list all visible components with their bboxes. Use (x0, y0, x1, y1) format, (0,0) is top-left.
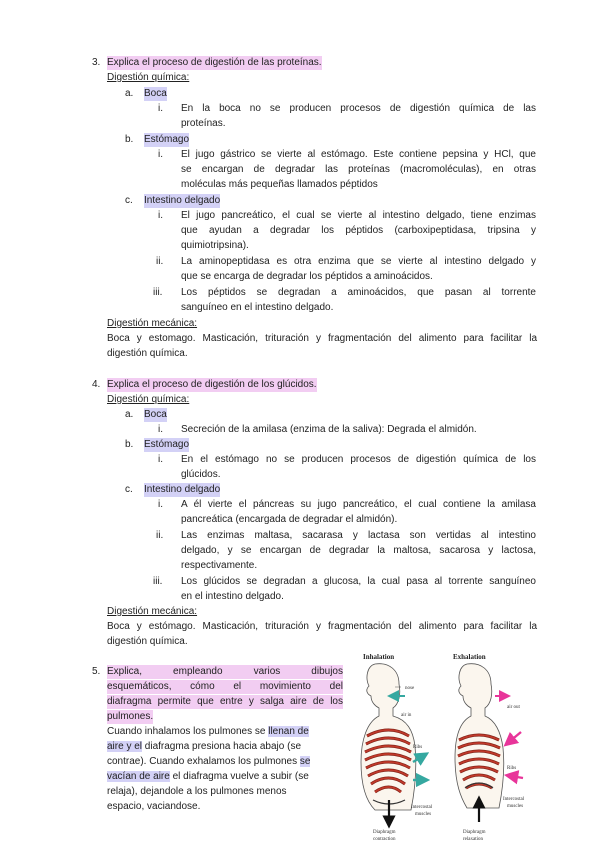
list-item-line: quimiotripsina). (181, 240, 249, 251)
list-item-line: Los péptidos se degradan a aminoácidos, que pasan al torrente (181, 287, 536, 298)
rib-contract-arrow (509, 732, 521, 742)
diaphragm-label: contraction (373, 837, 396, 842)
list-item-line: que se encarga de degradar los péptidos a aminoácidos. (181, 271, 433, 282)
list-marker: i. (158, 210, 163, 221)
list-item-line: En la boca no se producen procesos de digestión química de las (181, 103, 536, 114)
ribs-label: Ribs (413, 745, 423, 750)
mechanical-digestion-heading: Digestión mecánica: (107, 318, 198, 329)
list-marker: i. (158, 454, 163, 465)
question-line: pulmones. (107, 711, 154, 722)
intercostal-label: muscles (415, 812, 432, 817)
diaphragm-label: relaxation (463, 837, 483, 842)
list-item-line: se encargan de degradar las proteínas (macromoléculas), en otras (181, 164, 536, 175)
intercostal-label: Intercostal (503, 797, 525, 802)
organ-label-estomago: Estómago (144, 439, 190, 450)
list-marker: a. (125, 409, 134, 420)
list-marker: b. (125, 439, 134, 450)
answer-line (107, 770, 309, 784)
air-in-label: air in (401, 713, 412, 718)
question-number: 4. (92, 379, 101, 390)
list-item-line: respectivamente. (181, 560, 258, 571)
list-item-line: sanguíneo en el intestino delgado. (181, 302, 334, 313)
list-item-line: Las enzimas maltasa, sacarasa y lactasa son vertidas al intestino (181, 530, 536, 541)
list-marker: iii. (153, 576, 163, 587)
organ-label-intestino: Intestino delgado (144, 195, 221, 206)
question-line: Explica, empleando varios dibujos (107, 666, 343, 677)
list-marker: iii. (153, 287, 163, 298)
answer-text: espacio, vaciandose. (107, 801, 201, 812)
answer-line (107, 755, 310, 769)
question-line: esquemáticos, cómo el movimiento del (107, 681, 343, 692)
answer-text: contrae). Cuando exhalamos los pulmones (107, 756, 300, 767)
breathing-diagram (345, 650, 545, 845)
answer-text: el diafragma vuelve a subir (se (169, 771, 309, 782)
list-item-line: que ayudan a degradar los péptidos (carboxipeptidasa, tripsina y (181, 225, 536, 236)
list-marker: ii. (156, 530, 164, 541)
answer-line (107, 725, 309, 739)
chemical-digestion-heading: Digestión química: (107, 72, 190, 83)
list-item-line: pancreática (encargada de degradar el almidón). (181, 514, 398, 525)
intercostal-label: muscles (507, 804, 524, 809)
list-item-line: delgado, y se encargan de degradar la maltosa, sacarosa y lactosa, (181, 545, 536, 556)
intercostal-label: Intercostal (411, 805, 433, 810)
rib-contract-arrow (511, 776, 523, 778)
list-item-line: El jugo pancreático, el cual se vierte al intestino delgado, tiene enzimas (181, 210, 536, 221)
answer-text: relaja), dejandole a los pulmones menos (107, 786, 287, 797)
organ-label-intestino: Intestino delgado (144, 484, 221, 495)
list-marker: i. (158, 499, 163, 510)
mechanical-text-line: Boca y estomago. Masticación, trituración y fragmentación del alimento para facilitar la (107, 333, 537, 344)
answer-highlight: aire y el (107, 741, 143, 752)
list-marker: a. (125, 88, 134, 99)
exhalation-figure (455, 664, 525, 842)
list-marker: b. (125, 134, 134, 145)
answer-text: diafragma presiona hacia abajo (se (142, 741, 301, 752)
question-number: 5. (92, 666, 101, 677)
nose-label: nose (405, 686, 415, 691)
mechanical-text-line: digestión química. (107, 636, 188, 647)
list-marker: i. (158, 424, 163, 435)
list-item-line: glúcidos. (181, 469, 221, 480)
list-item-line: Secreción de la amilasa (enzima de la saliva): Degrada el almidón. (181, 424, 477, 435)
list-item-line: En el estómago no se producen procesos de digestión química de los (181, 454, 536, 465)
question-title: Explica el proceso de digestión de los glúcidos. (107, 379, 317, 390)
inhalation-figure (361, 664, 433, 842)
list-marker: i. (158, 149, 163, 160)
ribs-label: Ribs (507, 766, 517, 771)
list-item-line: proteínas. (181, 118, 226, 129)
inhalation-title: Inhalation (363, 653, 395, 661)
answer-highlight: llenan de (268, 726, 309, 737)
organ-label-boca: Boca (144, 88, 167, 99)
list-item-line: en el intestino delgado. (181, 591, 284, 602)
organ-label-estomago: Estómago (144, 134, 190, 145)
question-line: diafragma permite que entre y salga aire de los (107, 696, 343, 707)
answer-highlight: vacían de aire (107, 771, 170, 782)
exhalation-title: Exhalation (453, 653, 486, 661)
diaphragm-label: Diaphragm (463, 830, 486, 835)
diaphragm-label: Diaphragm (373, 830, 396, 835)
list-marker: i. (158, 103, 163, 114)
answer-line (107, 785, 287, 799)
answer-line (107, 800, 200, 814)
list-item-line: A él vierte el páncreas su jugo pancreático, el cual contiene la amilasa (181, 499, 536, 510)
list-item-line: La aminopeptidasa es otra enzima que se vierte al intestino delgado y (181, 256, 536, 267)
organ-label-boca: Boca (144, 409, 167, 420)
mechanical-text-line: Boca y estómago. Masticación, trituración y fragmentación del alimento para facilitar la (107, 621, 537, 632)
answer-highlight: se (299, 756, 311, 767)
list-item-line: Los glúcidos se degradan a glucosa, la cual pasa al torrente sanguíneo (181, 576, 536, 587)
list-marker: c. (125, 484, 133, 495)
list-item-line: moléculas más pequeñas llamados péptidos (181, 179, 378, 190)
question-number: 3. (92, 57, 101, 68)
list-marker: ii. (156, 256, 164, 267)
mechanical-digestion-heading: Digestión mecánica: (107, 606, 198, 617)
answer-line (107, 740, 301, 754)
question-title: Explica el proceso de digestión de las proteínas. (107, 57, 322, 68)
air-out-label: air out (507, 705, 520, 710)
mechanical-text-line: digestión química. (107, 348, 188, 359)
chemical-digestion-heading: Digestión química: (107, 394, 190, 405)
list-marker: c. (125, 195, 133, 206)
list-item-line: El jugo gástrico se vierte al estómago. Este contiene pepsina y HCl, que (181, 149, 536, 160)
answer-text: Cuando inhalamos los pulmones se (107, 726, 269, 737)
